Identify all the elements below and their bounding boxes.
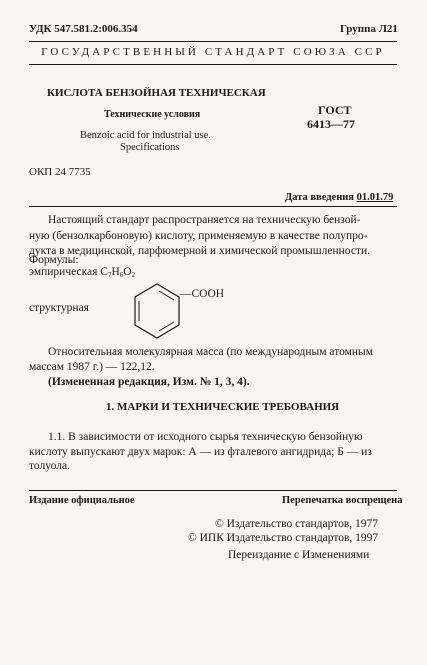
formula-o: O xyxy=(123,266,132,278)
formulas-label: Формулы: xyxy=(29,254,79,266)
formula-o-sub: 2 xyxy=(131,271,136,279)
header-rule-bottom xyxy=(29,64,397,65)
scope-line-2: ную (бензолкарбоновую) кислоту, применяемую в качестве полупро- xyxy=(29,230,368,242)
structural-label: структурная xyxy=(29,302,89,314)
section-1-heading: 1. МАРКИ И ТЕХНИЧЕСКИЕ ТРЕБОВАНИЯ xyxy=(106,401,340,413)
copyright-1997: © ИПК Издательство стандартов, 1997 xyxy=(188,532,379,544)
benzene-hexagon xyxy=(135,284,179,338)
english-title-line1: Benzoic acid for industrial use. xyxy=(80,130,211,141)
date-rule xyxy=(29,206,397,207)
gost-label: ГОСТ xyxy=(318,103,352,117)
molar-mass-line-1: Относительная молекулярная масса (по международным атомным xyxy=(48,346,374,358)
section-1-para-line-3: толуола. xyxy=(29,460,70,472)
formula-h: H xyxy=(111,266,120,278)
formula-c-sub: 7 xyxy=(107,271,112,279)
copyright-1977: © Издательство стандартов, 1977 xyxy=(215,518,379,530)
udk-code: УДК 547.581.2:006.354 xyxy=(29,23,138,35)
section-1-para-line-2: кислоту выпускают двух марок: А — из фталевого ангидрида; Б — из xyxy=(29,446,372,458)
reprint-prohibited-label: Перепечатка воспрещена xyxy=(282,495,403,506)
official-edition-label: Издание официальное xyxy=(29,495,135,506)
gost-number: 6413—77 xyxy=(307,117,355,131)
english-title-line2: Specifications xyxy=(120,142,180,153)
footer-rule xyxy=(29,490,397,491)
reissue-note: Переиздание с Изменениями xyxy=(228,549,370,561)
molar-mass-line-2: массам 1987 г.) — 122,12. xyxy=(29,361,155,373)
intro-date-label: Дата введения xyxy=(285,192,354,203)
formula-h-sub: 6 xyxy=(119,271,124,279)
empirical-formula xyxy=(29,266,135,278)
document-subtitle: Технические условия xyxy=(104,109,201,120)
scope-line-1: Настоящий стандарт распространяется на техническую бензой- xyxy=(48,214,361,226)
carboxyl-group-label: —COOH xyxy=(180,288,225,300)
intro-date-line xyxy=(285,192,393,203)
okp-code: ОКП 24 7735 xyxy=(29,166,91,178)
group-code: Группа Л21 xyxy=(340,23,398,35)
standard-banner: ГОСУДАРСТВЕННЫЙ СТАНДАРТ СОЮЗА ССР xyxy=(41,46,385,58)
revision-note: (Измененная редакция, Изм. № 1, 3, 4). xyxy=(48,376,250,388)
document-title: КИСЛОТА БЕНЗОЙНАЯ ТЕХНИЧЕСКАЯ xyxy=(47,87,266,99)
section-1-para-line-1: 1.1. В зависимости от исходного сырья техническую бензойную xyxy=(48,431,363,443)
empirical-label: эмпирическая xyxy=(29,266,98,278)
scope-line-3: дукта в медицинской, парфюмерной и химической промышленности. xyxy=(29,245,370,257)
formula-c: C xyxy=(100,266,108,278)
intro-date-value: 01.01.79 xyxy=(356,192,394,203)
benzene-ring-diagram xyxy=(132,282,182,340)
header-rule-top xyxy=(29,41,397,42)
